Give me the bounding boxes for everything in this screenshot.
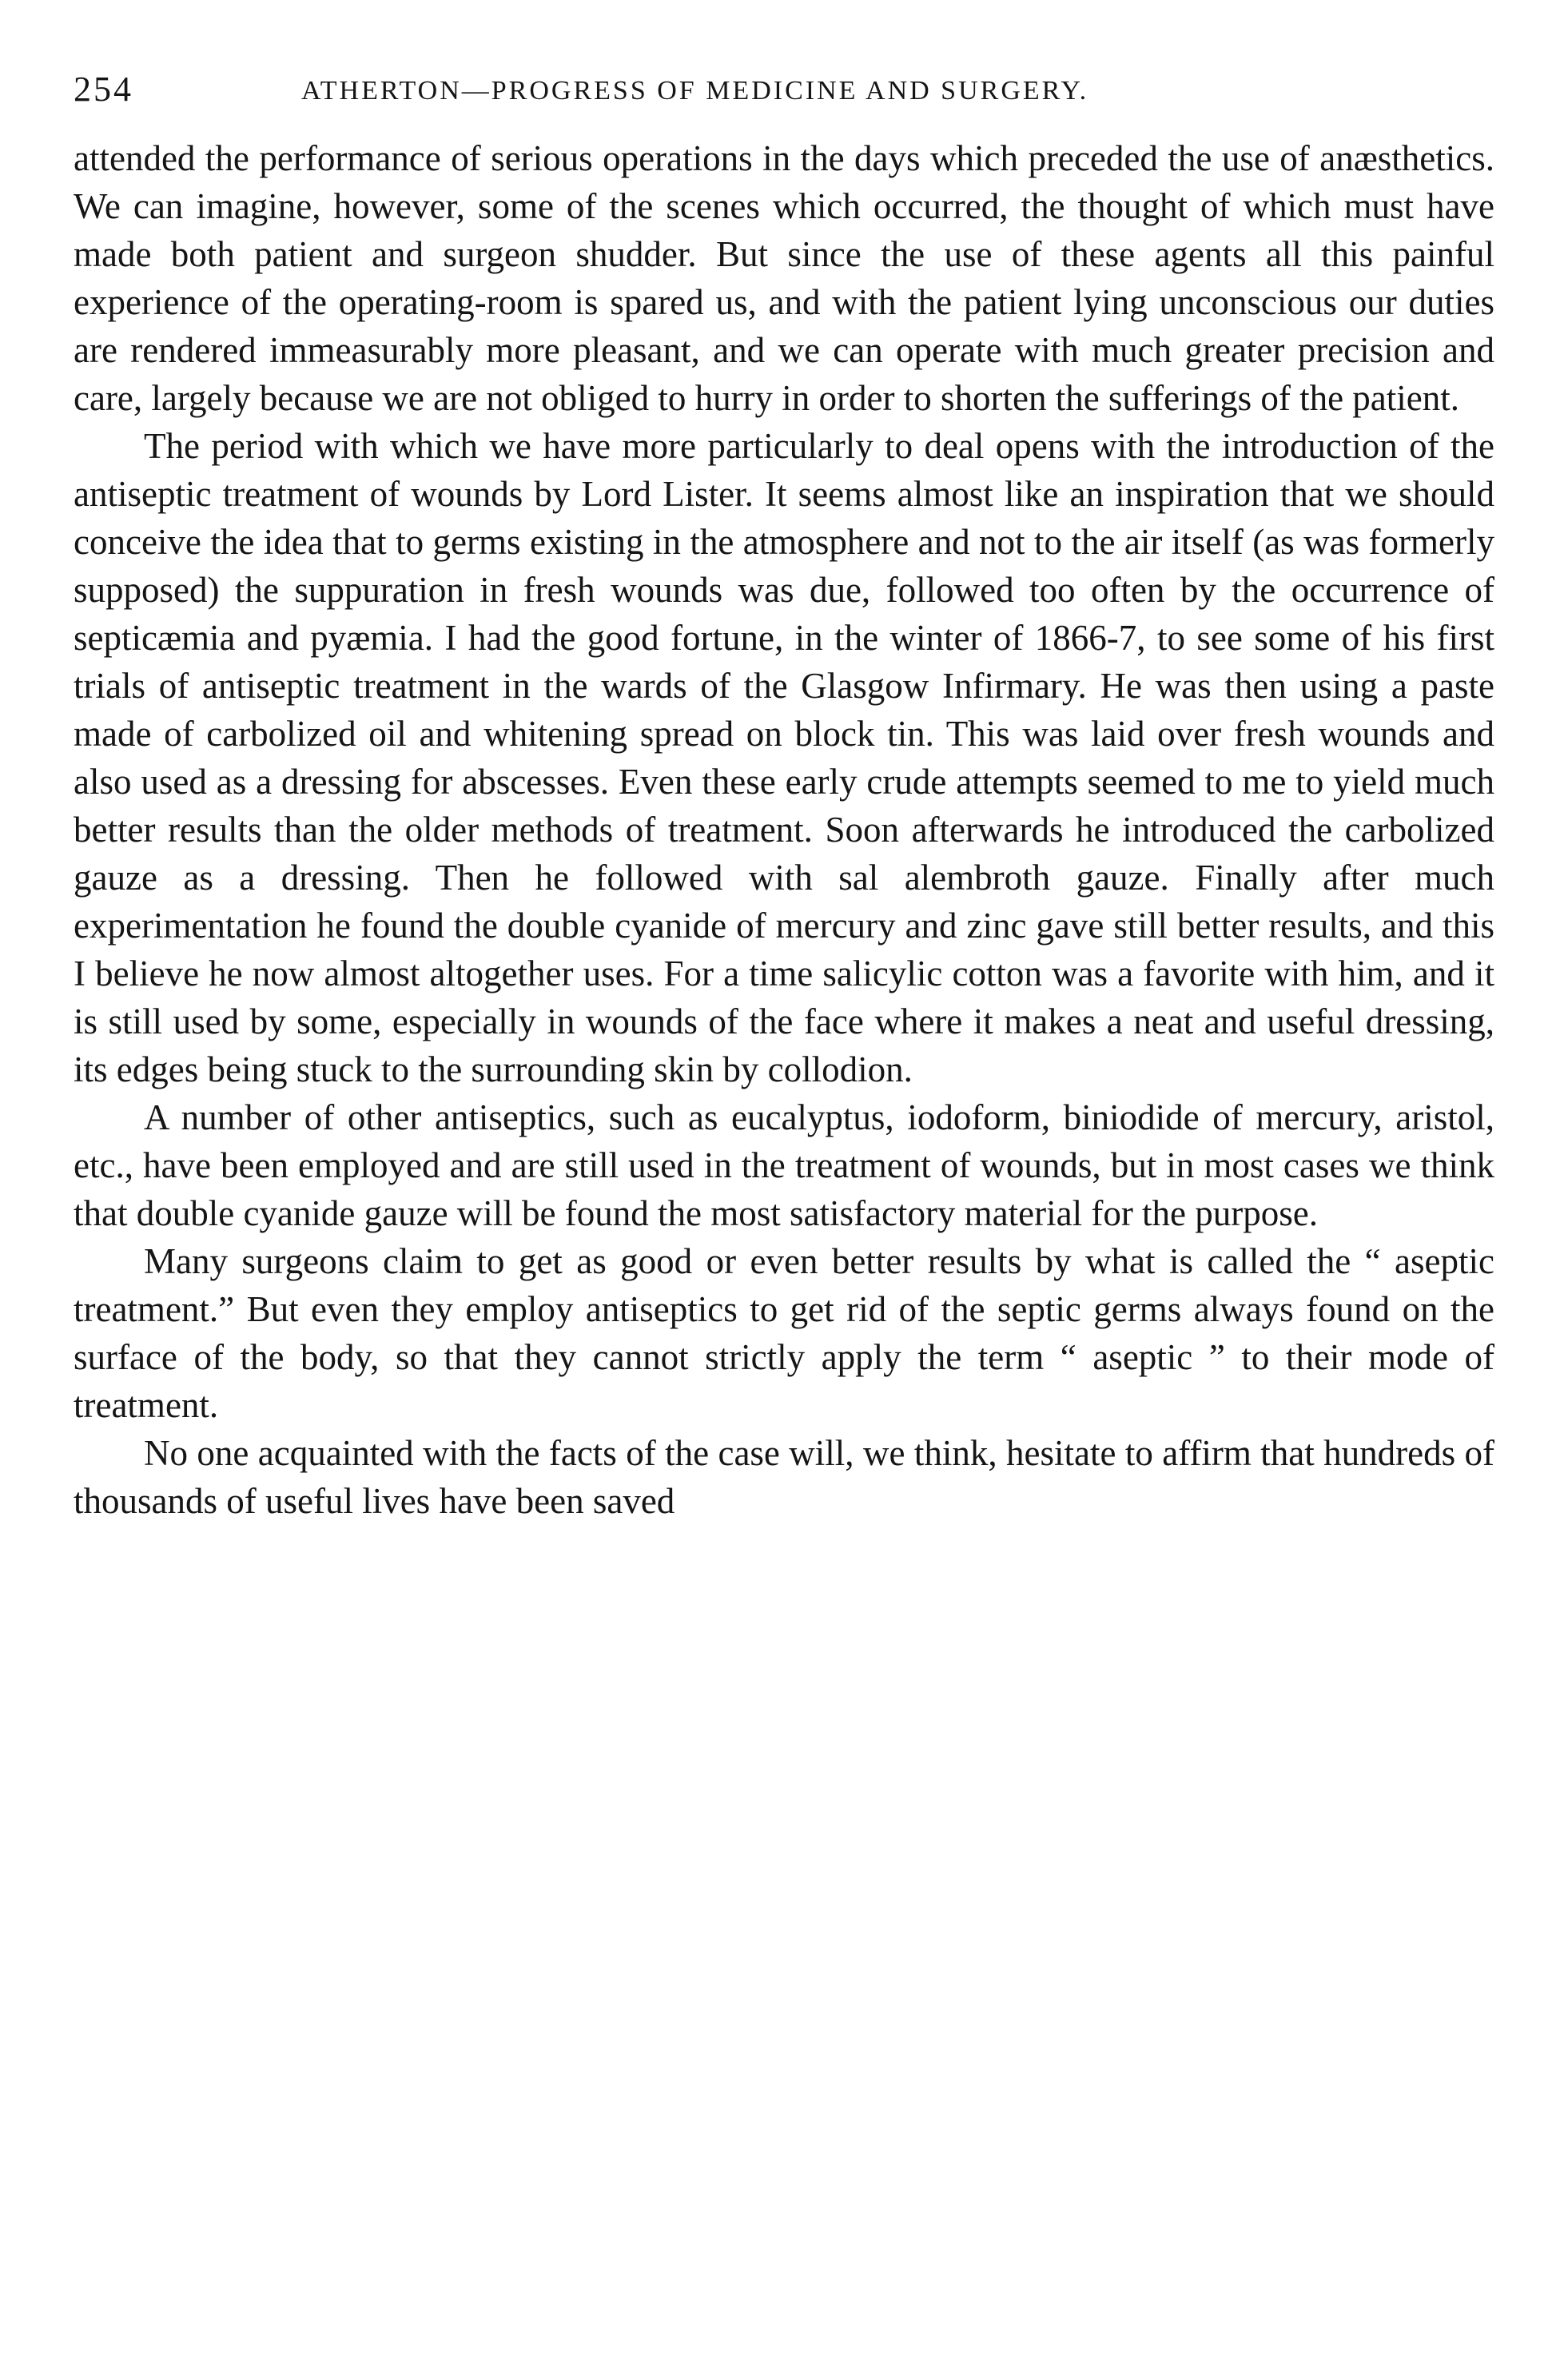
paragraph: No one acquainted with the facts of the case will, we think, hesitate to affirm that hundreds of thousands of useful lives have been saved (74, 1433, 1494, 1521)
body-text (74, 134, 1494, 1525)
paragraph: The period with which we have more particularly to deal opens with the introduction of the antiseptic treatment of wounds by Lord Lister. It seems almost like an inspiration that we should conceive the idea that to germs existing in the atmosphere and not to the air itself (as was formerly supposed) the suppuration in fresh wounds was due, followed too often by the occurrence of septicæmia and pyæmia. I had the good fortune, in the winter of 1866-7, to see some of his first trials of antiseptic treatment in the wards of the Glasgow Infirmary. He was then using a paste made of carbolized oil and whitening spread on block tin. This was laid over fresh wounds and also used as a dressing for abscesses. Even these early crude attempts seemed to me to yield much better results than the older methods of treatment. Soon afterwards he introduced the carbolized gauze as a dressing. Then he followed with sal alembroth gauze. Finally after much experimentation he found the double cyanide of mercury and zinc gave still better results, and this I believe he now almost altogether uses. For a time salicylic cotton was a favorite with him, and it is still used by some, especially in wounds of the face where it makes a neat and useful dressing, its edges being stuck to the surrounding skin by collodion. (74, 426, 1494, 1089)
running-head: ATHERTON—PROGRESS OF MEDICINE AND SURGERY. (301, 76, 1089, 106)
page-header (74, 66, 1504, 113)
paragraph: A number of other antiseptics, such as eucalyptus, iodoform, biniodide of mercury, aristol, etc., have been employed and are still used in the treatment of wounds, but in most cases we think that double cyanide gauze will be found the most satisfactory material for the purpose. (74, 1097, 1494, 1233)
paragraph: attended the performance of serious operations in the days which preceded the use of anæsthetics. We can imagine, however, some of the scenes which occurred, the thought of which must have made both patient and surgeon shudder. But since the use of these agents all this painful experience of the operating-room is spared us, and with the patient lying unconscious our duties are rendered immeasurably more pleasant, and we can operate with much greater precision and care, largely because we are not obliged to hurry in order to shorten the sufferings of the patient. (74, 138, 1494, 418)
page-number: 254 (74, 70, 133, 109)
paragraph: Many surgeons claim to get as good or even better results by what is called the “ aseptic treatment.” But even they employ antiseptics to get rid of the septic germs always found on the surface of the body, so that they cannot strictly apply the term “ aseptic ” to their mode of treatment. (74, 1241, 1494, 1425)
